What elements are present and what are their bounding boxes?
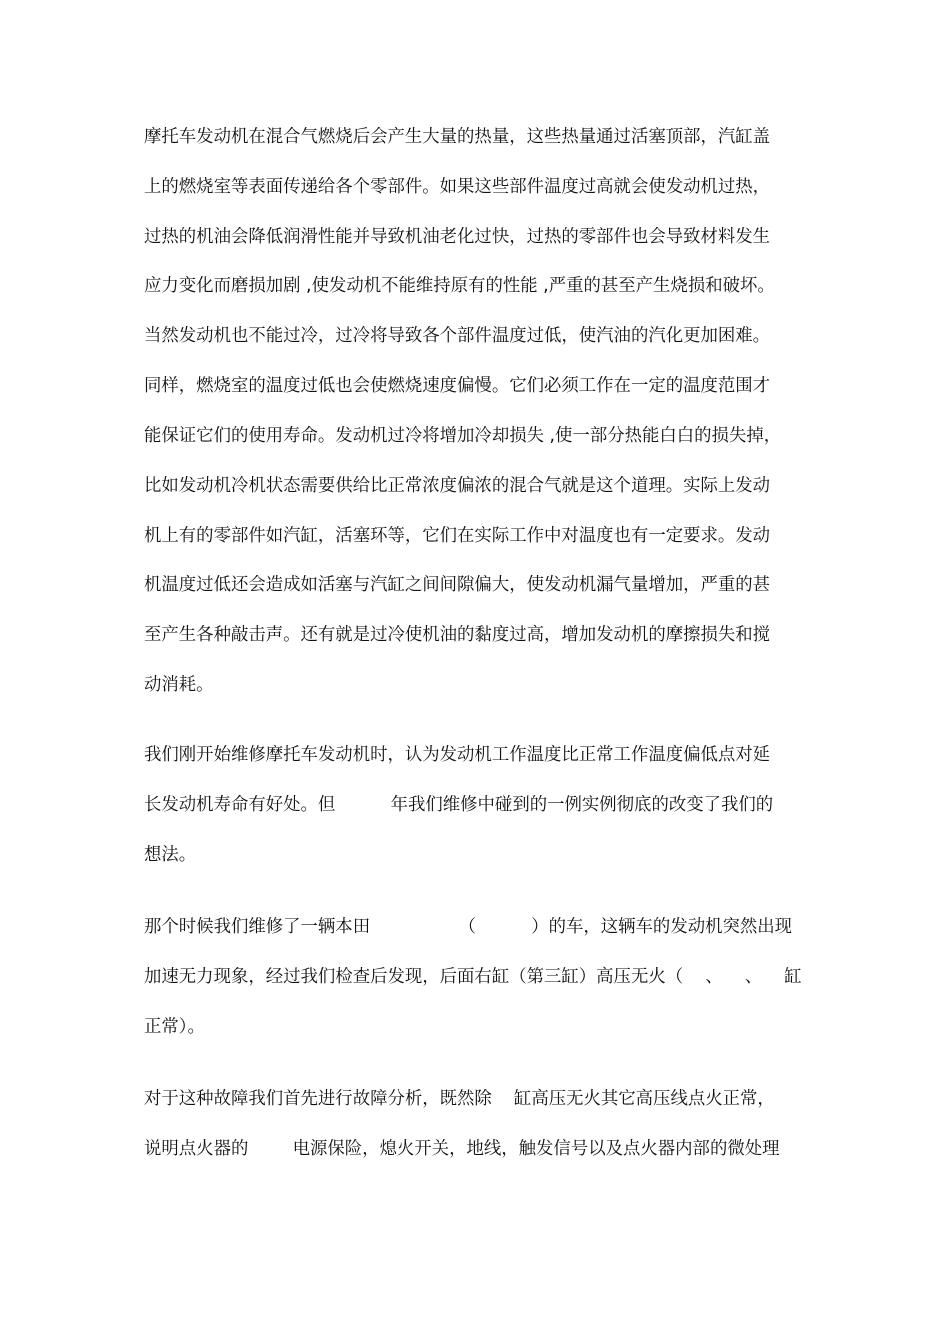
text-line: 我们刚开始维修摩托车发动机时，认为发动机工作温度比正常工作温度偏低点对延 — [144, 745, 771, 765]
text-line: 过热的机油会降低润滑性能并导致机油老化过快，过热的零部件也会导致材料发生 — [144, 227, 771, 247]
text-line: 同样，燃烧室的温度过低也会使燃烧速度偏慢。它们必须工作在一定的温度范围才 — [144, 376, 771, 396]
text-line: 机温度过低还会造成如活塞与汽缸之间间隙偏大，使发动机漏气量增加，严重的甚 — [144, 575, 771, 595]
text-line: 机上有的零部件如汽缸，活塞环等，它们在实际工作中对温度也有一定要求。发动 — [144, 526, 771, 546]
text-line: 至产生各种敲击声。还有就是过冷使机油的黏度过高，增加发动机的摩擦损失和搅 — [144, 625, 771, 645]
text-line: 加速无力现象，经过我们检查后发现，后面右缸（第三缸）高压无火（ 、 、 缸 — [144, 967, 802, 987]
text-line: 应力变化而磨损加剧 ,使发动机不能维持原有的性能 ,严重的甚至产生烧损和破坏。 — [144, 276, 775, 296]
text-line: 说明点火器的 电源保险，熄火开关，地线，触发信号以及点火器内部的微处理 — [144, 1139, 780, 1159]
text-line: 正常）。 — [144, 1017, 205, 1037]
text-line: 长发动机寿命有好处。但 年我们维修中碰到的一例实例彻底的改变了我们的 — [144, 795, 774, 815]
text-line: 能保证它们的使用寿命。发动机过冷将增加冷却损失 ,使一部分热能白白的损失掉， — [144, 426, 782, 446]
text-line: 摩托车发动机在混合气燃烧后会产生大量的热量，这些热量通过活塞顶部，汽缸盖 — [144, 127, 771, 147]
text-line: 动消耗。 — [144, 675, 214, 695]
text-line: 想法。 — [144, 845, 197, 865]
text-line: 比如发动机冷机状态需要供给比正常浓度偏浓的混合气就是这个道理。实际上发动 — [144, 476, 771, 496]
text-line: 当然发动机也不能过冷，过冷将导致各个部件温度过低，使汽油的汽化更加困难。 — [144, 326, 771, 346]
text-line: 上的燃烧室等表面传递给各个零部件。如果这些部件温度过高就会使发动机过热， — [144, 177, 771, 197]
text-line: 对于这种故障我们首先进行故障分析，既然除 缸高压无火其它高压线点火正常， — [144, 1089, 775, 1109]
text-line: 那个时候我们维修了一辆本田 （ ）的车，这辆车的发动机突然出现 — [144, 917, 793, 937]
